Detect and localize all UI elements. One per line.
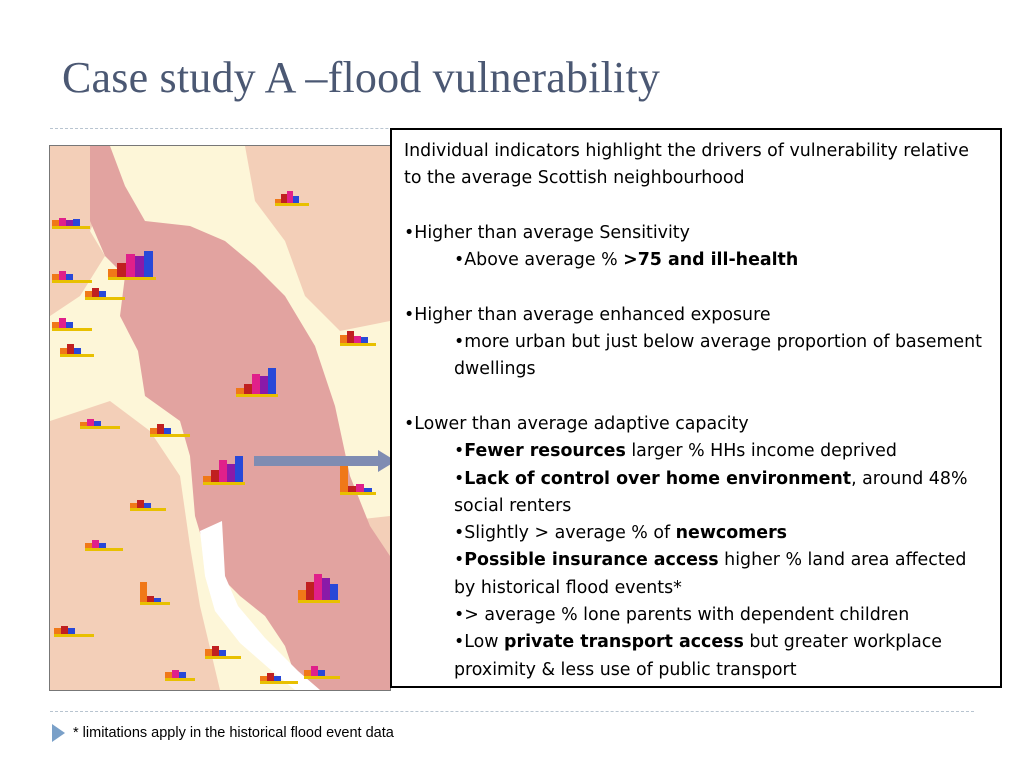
triangle-bullet-icon [52,724,65,742]
sensitivity-heading: •Higher than average Sensitivity [404,222,690,243]
footnote-text: * limitations apply in the historical flood event data [73,725,394,741]
panel-intro: Individual indicators highlight the drivers of vulnerability relative to the average Scottish neighbourhood [404,141,969,189]
exposure-item: •more urban but just below average proportion of basement dwellings [454,332,982,380]
sensitivity-item: •Above average % >75 and ill-health [454,250,799,271]
adaptive-item-newcomers: •Slightly > average % of newcomers [454,523,787,544]
adaptive-item-insurance: •Possible insurance access higher % land area affected by historical flood events* [454,550,967,598]
bar-chart-indicator-icon [52,318,92,331]
exposure-heading: •Higher than average enhanced exposure [404,304,771,325]
slide-title: Case study A –flood vulnerability [62,53,661,102]
bar-chart-indicator-icon [205,646,241,659]
bar-chart-indicator-icon [85,288,125,300]
adaptive-item-resources: •Fewer resources larger % HHs income deprived [454,441,897,462]
flood-map [49,145,391,691]
adaptive-heading: •Lower than average adaptive capacity [404,413,749,434]
bar-chart-indicator-icon [60,344,94,357]
adaptive-item-transport: •Low private transport access but greater workplace proximity & less use of public transport [454,632,942,680]
adaptive-item-lone-parents: •> average % lone parents with dependent children [454,605,910,626]
bar-chart-indicator-icon [340,331,376,346]
map-canvas [50,146,390,690]
adaptive-item-home-control: •Lack of control over home environment, around 48% social renters [454,468,968,516]
arrow-right-icon [254,450,396,472]
bottom-divider [50,711,974,712]
findings-panel [390,128,1002,688]
footnote [52,722,394,744]
